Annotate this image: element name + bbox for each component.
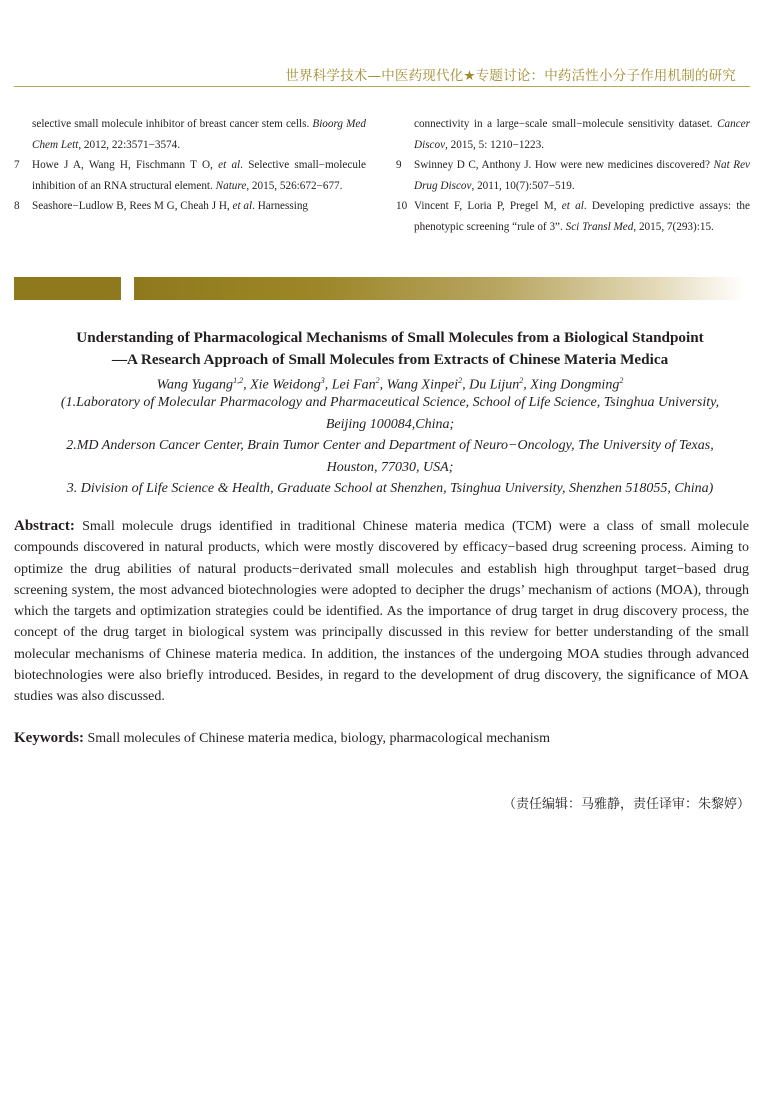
references-right-column — [396, 114, 750, 237]
decorative-banner-block — [14, 277, 121, 300]
affiliation-line: Houston, 77030, USA; — [326, 459, 454, 475]
reference-number: 9 — [396, 159, 402, 171]
header-rule — [14, 86, 750, 87]
keywords-text: Small molecules of Chinese materia medica, biology, pharmacological mechanism — [87, 731, 551, 746]
affiliation-line: (1.Laboratory of Molecular Pharmacology and Pharmaceutical Science, School of Life Science, Tsinghua University, — [60, 395, 720, 410]
reference-number: 10 — [396, 200, 408, 212]
affiliation-line: Beijing 100084,China; — [325, 416, 455, 432]
abstract-text: Small molecule drugs identified in traditional Chinese materia medica (TCM) were a class of small molecule compounds discovered in natural products, which were mostly discovered by efficacy−based drug screening process. Aiming to optimize the drug abilities of natural products−derivated small molecules and establish high throughput target−based drug screening system, the most advanced biotechnologies were adopted to decipher the drugs’ mechanism of actions (MOA), through which the targets and optimization strategies could be identified. As the importance of drug target in drug discovery process, the concept of the drug target in biological system was principally discussed in this review for better understanding of the small molecular mechanisms of Chinese materia medica. In addition, the instances of the undergoing MOA studies through advanced biotechnologies were also briefly introduced. Besides, in regard to the development of drug discovery, the significance of MOA studies was also discussed. — [14, 519, 749, 705]
author-affiliation-mark: 2 — [375, 376, 380, 385]
author-name: Lei Fan — [331, 377, 376, 393]
title-line-1: Understanding of Pharmacological Mechanisms of Small Molecules from a Biological Standpoint — [76, 329, 704, 346]
author-name: Du Lijun — [469, 377, 520, 393]
author-list: Wang Yugang$^{1,2}$, Xie Weidong$^3$, Lei Fan$^2$, Wang Xinpei$^2$, Du Lijun$^2$, Xing Dongming$^2$ — [156, 376, 624, 393]
article-title — [20, 327, 760, 371]
title-line-2: —A Research Approach of Small Molecules from Extracts of Chinese Materia Medica — [111, 351, 669, 368]
reference-item: 9 Swinney D C, Anthony J. How were new medicines discovered? Nat Rev Drug Discov, 2011, 10(7):507−519. — [396, 155, 750, 196]
references-left-column — [14, 114, 366, 217]
abstract — [14, 516, 749, 708]
affiliation-line: 3. Division of Life Science & Health, Graduate School at Shenzhen, Tsinghua University, Shenzhen 518055, China) — [66, 481, 714, 496]
running-header: 世界科学技术—中医药现代化★专题讨论：中药活性小分子作用机制的研究 — [285, 68, 736, 84]
reference-item: connectivity in a large−scale small−molecule sensitivity dataset. Cancer Discov, 2015, 5: 1210−1223. — [414, 118, 750, 151]
reference-item: selective small molecule inhibitor of breast cancer stem cells. Bioorg Med Chem Lett, 2012, 22:3571−3574. — [32, 118, 366, 151]
editor-note: （责任编辑：马雅静，责任译审：朱黎婷） — [502, 797, 750, 812]
author-name: Wang Xinpei — [386, 377, 459, 393]
reference-number: 8 — [14, 200, 20, 212]
author-affiliation-mark: 2 — [458, 376, 463, 385]
reference-item: 7 Howe J A, Wang H, Fischmann T O, et al. Selective small−molecule inhibition of an RNA structural element. Nature, 2015, 526:672−677. — [14, 155, 366, 196]
decorative-banner-gradient — [134, 277, 746, 300]
author-affiliation-mark: 3 — [320, 376, 325, 385]
keywords — [14, 728, 749, 749]
affiliation-line: 2.MD Anderson Cancer Center, Brain Tumor Center and Department of Neuro−Oncology, The University of Texas, — [66, 438, 714, 453]
abstract-label: Abstract: — [14, 518, 75, 534]
author-name: Xing Dongming — [530, 377, 620, 393]
author-name: Wang Yugang — [156, 377, 234, 393]
author-affiliation-mark: 2 — [619, 376, 624, 385]
author-affiliation-mark: 1,2 — [233, 376, 244, 385]
author-name: Xie Weidong — [250, 377, 321, 393]
affiliations — [10, 392, 770, 500]
keywords-label: Keywords: — [14, 730, 84, 746]
reference-item: 10 Vincent F, Loria P, Pregel M, et al. Developing predictive assays: the phenotypic screening “rule of 3”. Sci Transl Med, 2015, 7(293):15. — [396, 196, 750, 237]
reference-number: 7 — [14, 159, 20, 171]
reference-item: 8 Seashore−Ludlow B, Rees M G, Cheah J H, et al. Harnessing — [14, 196, 366, 217]
author-affiliation-mark: 2 — [519, 376, 524, 385]
